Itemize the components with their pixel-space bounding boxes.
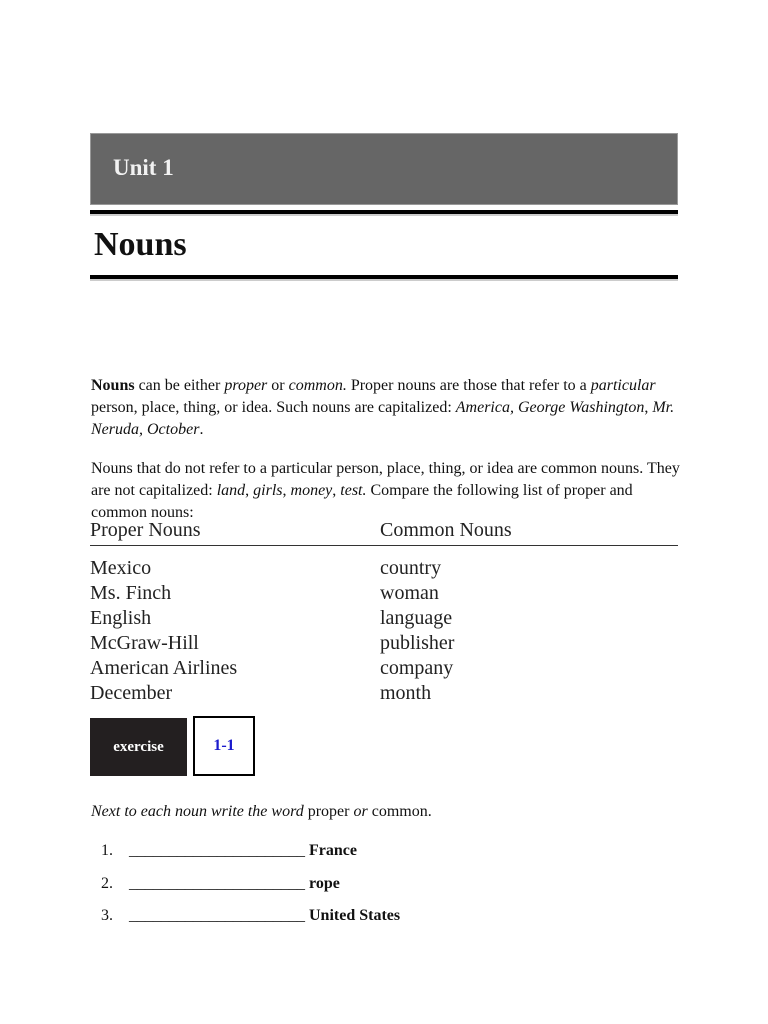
text-run: or — [267, 377, 289, 394]
text-run: or — [353, 803, 368, 820]
table-row — [90, 656, 678, 681]
common-noun: language — [380, 607, 453, 629]
text-run: proper — [224, 377, 268, 394]
exercise-label: exercise — [90, 718, 187, 776]
text-run: money — [290, 482, 333, 499]
text-run: land — [216, 482, 246, 499]
text-run: . — [199, 421, 204, 438]
table-row — [90, 606, 678, 631]
text-run: particular — [590, 377, 656, 394]
unit-label: Unit 1 — [113, 155, 174, 180]
proper-noun: McGraw-Hill — [90, 632, 199, 654]
text-run: proper — [303, 803, 354, 820]
text-run: , — [245, 482, 254, 499]
item-number: 3. — [101, 907, 113, 924]
exercise-number: 1-1 — [193, 716, 255, 776]
header-proper: Proper Nouns — [90, 519, 201, 541]
exercise-item — [101, 907, 400, 925]
page-title: Nouns — [94, 226, 187, 263]
proper-noun: English — [90, 607, 152, 629]
proper-noun: Mexico — [90, 557, 152, 579]
proper-noun: Ms. Finch — [90, 582, 172, 604]
text-run: America, George Washington — [455, 399, 645, 416]
exercise-item — [101, 875, 340, 893]
table-header — [90, 518, 678, 546]
text-run: Next to each noun write the word — [91, 803, 304, 820]
answer-blank[interactable]: ______________________ — [129, 875, 305, 892]
answer-blank[interactable]: ______________________ — [129, 907, 305, 924]
item-word: United States — [309, 907, 401, 924]
text-run: , — [282, 482, 291, 499]
text-run: person, place, thing, or idea. Such nouns are capitalized: — [91, 399, 456, 416]
item-number: 1. — [101, 842, 113, 859]
common-noun: company — [380, 657, 454, 679]
common-noun: month — [380, 682, 432, 704]
answer-blank[interactable]: ______________________ — [129, 842, 305, 859]
text-run: Mr. Neruda, October — [91, 399, 675, 438]
exercise-instruction — [91, 803, 432, 821]
text-run: Nouns — [91, 377, 135, 394]
text-run: , — [332, 482, 341, 499]
item-word: rope — [309, 875, 340, 892]
item-number: 2. — [101, 875, 113, 892]
divider — [90, 210, 678, 216]
common-noun: country — [380, 557, 442, 579]
intro-paragraph-1 — [91, 375, 681, 441]
text-run: , — [644, 399, 653, 416]
intro-paragraph-2 — [91, 458, 681, 524]
text-run: girls — [253, 482, 283, 499]
item-word: France — [309, 842, 357, 859]
text-run: common. — [288, 377, 347, 394]
table-row — [90, 581, 678, 606]
table-row — [90, 556, 678, 581]
text-run: Compare the following list of proper and common nouns: — [91, 482, 633, 521]
proper-noun: American Airlines — [90, 657, 238, 679]
table-row — [90, 631, 678, 656]
unit-banner — [90, 133, 678, 205]
common-noun: publisher — [380, 632, 455, 654]
nouns-table — [90, 518, 678, 706]
text-run: Nouns that do not refer to a particular person, place, thing, or idea are common nouns. They are not capitalized: — [91, 460, 680, 499]
header-common: Common Nouns — [380, 519, 512, 541]
text-run: can be either — [134, 377, 225, 394]
exercise-item — [101, 842, 357, 860]
divider — [90, 275, 678, 281]
table-row — [90, 681, 678, 706]
common-noun: woman — [380, 582, 439, 604]
proper-noun: December — [90, 682, 173, 704]
text-run: test. — [340, 482, 367, 499]
text-run: Proper nouns are those that refer to a — [346, 377, 591, 394]
text-run: common. — [367, 803, 432, 820]
